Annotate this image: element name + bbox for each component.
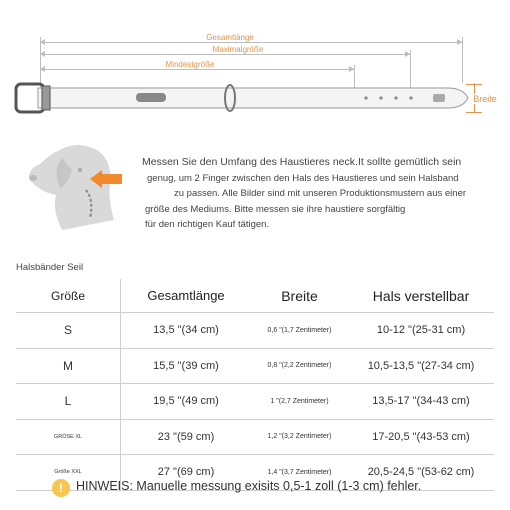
description-line: Messen Sie den Umfang des Haustieres neck.It sollte gemütlich sein [142, 156, 462, 168]
min-size-line [40, 69, 354, 70]
description-line: zu passen. Alle Bilder sind mit unseren Produktionsmustern aus einer [174, 188, 467, 199]
description-line: für den richtigen Kauf tätigen. [145, 219, 270, 230]
cell-width: 0,6 "(1,7 Zentimeter) [251, 313, 348, 349]
cell-width: 1 "(2,7 Zentimeter) [251, 384, 348, 420]
table-title: Halsbänder Seil [16, 262, 84, 273]
warning-icon: ! [52, 479, 70, 497]
table-row [16, 384, 494, 420]
total-length-label: Gesamtlänge [206, 33, 254, 42]
width-top-line [466, 84, 482, 85]
cell-length: 23 "(59 cm) [121, 419, 252, 455]
width-bottom-line [466, 112, 482, 113]
dog-head-illustration [22, 140, 132, 235]
size-table [16, 279, 494, 491]
cell-size: L [16, 384, 121, 420]
total-length-line [40, 42, 462, 43]
min-size-label: Mindestgröße [165, 60, 215, 69]
header-length: Gesamtlänge [121, 279, 252, 313]
width-label: Breite [470, 94, 500, 104]
max-size-line [40, 54, 410, 55]
cell-width: 1,2 "(3,2 Zentimeter) [251, 419, 348, 455]
cell-neck: 10,5-13,5 "(27-34 cm) [348, 348, 494, 384]
cell-width: 1,4 "(3,7 Zentimeter) [251, 455, 348, 491]
table-row [16, 348, 494, 384]
cell-width: 0,8 "(2,2 Zentimeter) [251, 348, 348, 384]
description-line: genug, um 2 Finger zwischen den Hals des Haustieres und sein Halsband [147, 172, 459, 184]
header-neck: Hals verstellbar [348, 279, 494, 313]
cell-size: GRÖSE XL [16, 419, 121, 455]
cell-length: 13,5 "(34 cm) [121, 313, 252, 349]
arrow-left-icon [40, 66, 45, 72]
cell-length: 19,5 "(49 cm) [121, 384, 252, 420]
cell-neck: 20,5-24,5 "(53-62 cm) [348, 455, 494, 491]
arrow-left-icon [40, 51, 45, 57]
table-row [16, 419, 494, 455]
max-size-label: Maximalgröße [212, 45, 264, 54]
header-size: Größe [16, 279, 121, 313]
description-line: größe des Mediums. Bitte messen sie ihre haustiere sorgfältig [145, 203, 406, 215]
collar-illustration [8, 78, 488, 118]
cell-neck: 10-12 "(25-31 cm) [348, 313, 494, 349]
cell-size: S [16, 313, 121, 349]
table-header-row [16, 279, 494, 313]
hint-text: HINWEIS: Manuelle messung exisits 0,5-1 zoll (1-3 cm) fehler. [76, 479, 422, 493]
cell-neck: 13,5-17 "(34-43 cm) [348, 384, 494, 420]
cell-length: 27 "(69 cm) [121, 455, 252, 491]
cell-size: Größe XXL [16, 455, 121, 491]
cell-size: M [16, 348, 121, 384]
right-tick [462, 37, 463, 83]
cell-neck: 17-20,5 "(43-53 cm) [348, 419, 494, 455]
table-row [16, 313, 494, 349]
cell-length: 15,5 "(39 cm) [121, 348, 252, 384]
header-width: Breite [251, 279, 348, 313]
measurement-description [142, 155, 472, 233]
